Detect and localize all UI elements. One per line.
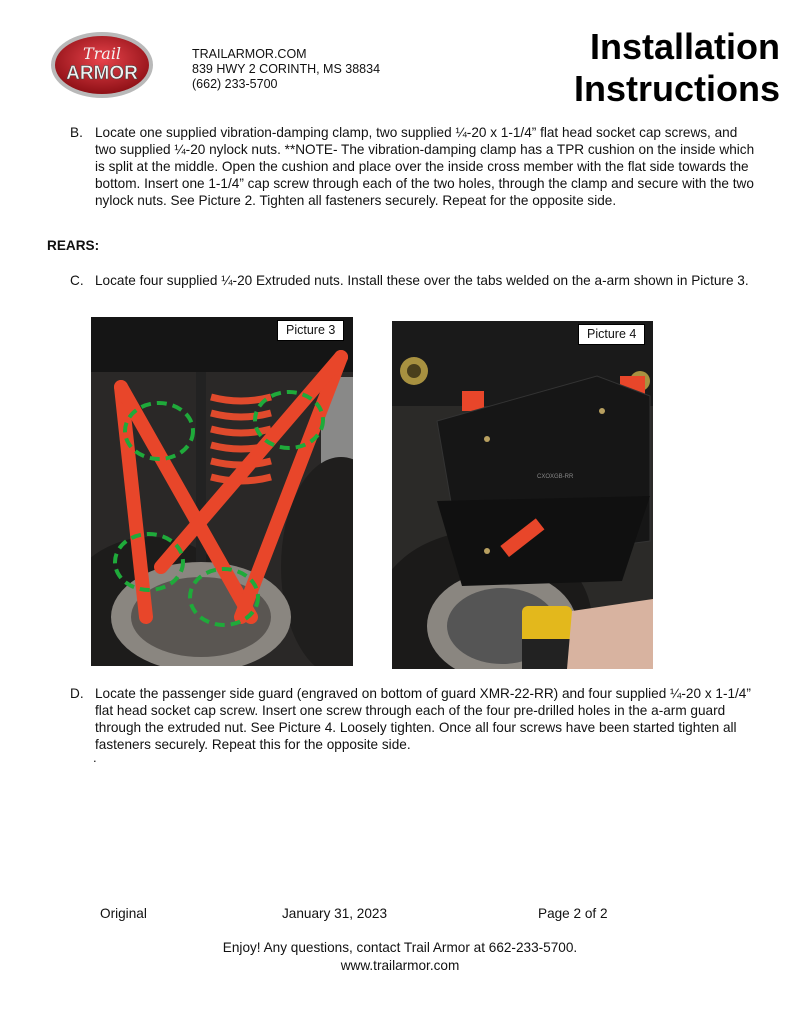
picture-3-label: Picture 3: [277, 320, 344, 341]
footer-date: January 31, 2023: [282, 906, 388, 921]
step-d: [70, 685, 760, 753]
footer-page: Page 2 of 2: [538, 906, 608, 921]
logo-word-armor: ARMOR: [66, 63, 138, 84]
step-b: [70, 124, 760, 209]
picture-4-label: Picture 4: [578, 324, 645, 345]
rears-heading: REARS:: [47, 238, 100, 253]
footer-contact: Enjoy! Any questions, contact Trail Armor at 662-233-5700.: [222, 940, 578, 955]
company-info: [192, 47, 380, 92]
step-d-letter: D.: [70, 686, 84, 701]
step-c-letter: C.: [70, 273, 84, 288]
title-line-1: Installation: [589, 26, 780, 67]
picture-3-photo: [91, 317, 353, 666]
company-url: TRAILARMOR.COM: [192, 47, 307, 61]
trailing-dot: .: [93, 750, 97, 765]
company-address: 839 HWY 2 CORINTH, MS 38834: [192, 62, 381, 76]
page-title: [574, 26, 780, 110]
company-phone: (662) 233-5700: [192, 77, 278, 91]
step-b-letter: B.: [70, 125, 83, 140]
footer-version: Original: [100, 906, 147, 921]
picture-4-photo: [392, 321, 653, 669]
footer-website[interactable]: www.trailarmor.com: [340, 958, 460, 973]
trail-armor-logo: [50, 31, 154, 99]
title-line-2: Instructions: [573, 68, 780, 109]
step-d-text: Locate the passenger side guard (engraved on bottom of guard XMR-22-RR) and four supplied ¼-20 x 1-1/4” flat head socket cap screw. Insert one screw through each of the four pre-drilled holes in the a-arm guard through the extruded nut. See Picture 4. Loosely tighten. Once all four screws have been started tighten all fasteners securely. Repeat this for the opposite side.: [95, 686, 751, 752]
guard-engraving: CXOXGB-RR: [537, 474, 574, 480]
logo-word-trail: Trail: [82, 44, 122, 63]
step-c-text: Locate four supplied ¼-20 Extruded nuts. Install these over the tabs welded on the a-arm shown in Picture 3.: [95, 273, 749, 288]
step-c: [70, 272, 760, 289]
step-b-text: Locate one supplied vibration-damping clamp, two supplied ¼-20 x 1-1/4” flat head socket cap screws, and two supplied ¼-20 nylock nuts. **NOTE- The vibration-damping clamp has a TPR cushion on the inside which is split at the middle. Open the cushion and place over the inside cross member with the flat side towards the bottom. Insert one 1-1/4” cap screw through each of the two holes, through the clamp and secure with the two nylock nuts. See Picture 2. Tighten all fasteners securely. Repeat for the opposite side.: [95, 125, 755, 208]
